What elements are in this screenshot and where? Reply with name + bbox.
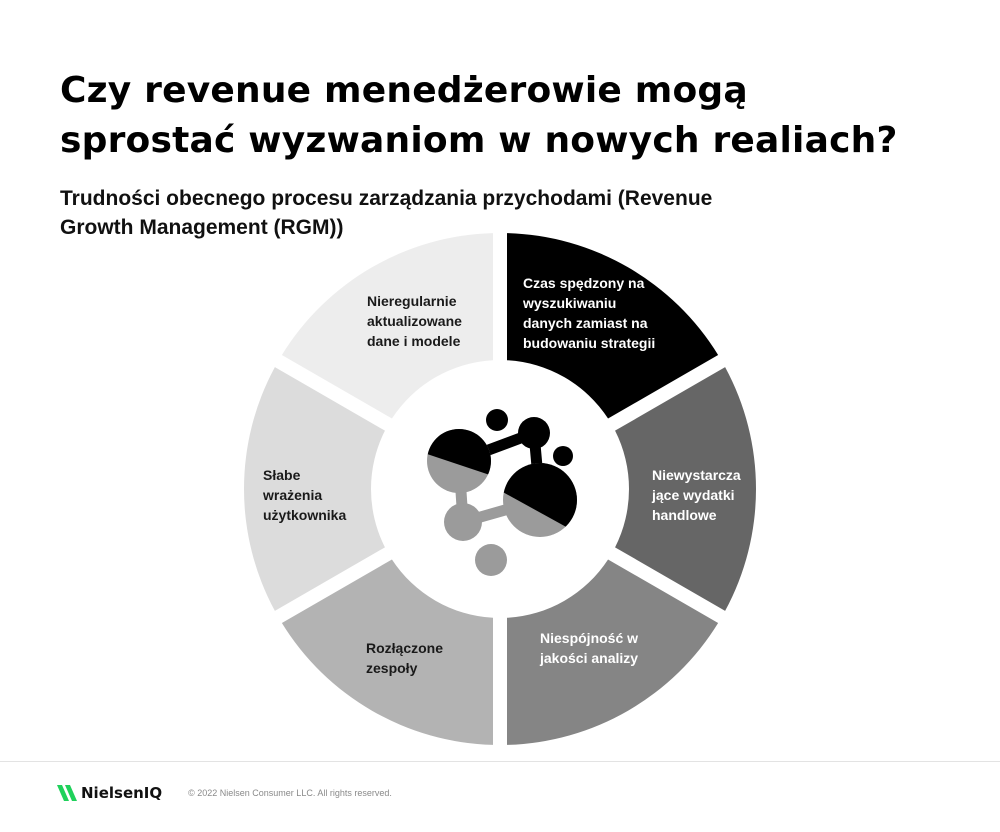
segment-label-line: Rozłączone <box>366 640 444 656</box>
segment-label-line: handlowe <box>652 507 717 523</box>
segment-label-line: budowaniu strategii <box>523 335 656 351</box>
segment-label-line: dane i modele <box>367 333 461 349</box>
wheel-center <box>373 362 627 616</box>
title-line-1: Czy revenue menedżerowie mogą <box>60 70 748 111</box>
segment-label-line: jakości analizy <box>540 650 639 666</box>
segment-label-line: Czas spędzony na <box>523 275 645 291</box>
segment-label-line: wyszukiwaniu <box>523 295 617 311</box>
footer-divider <box>0 761 1000 762</box>
segment-label-line: zespoły <box>366 660 418 676</box>
segment-label-line: aktualizowane <box>367 313 462 329</box>
segment-label-line: jące wydatki <box>652 487 735 503</box>
segment-label-6 <box>367 293 462 349</box>
nielseniq-logo-icon <box>56 782 78 804</box>
segment-label-line: użytkownika <box>263 507 347 523</box>
logo-text: NielsenIQ <box>81 784 163 802</box>
title-line-2: sprostać wyzwaniom w nowych realiach? <box>60 120 898 161</box>
subtitle-line-2: Growth Management (RGM)) <box>60 216 344 239</box>
segment-label-line: Słabe <box>263 467 301 483</box>
segment-label-line: danych zamiast na <box>523 315 648 331</box>
segment-label-line: Niewystarcza <box>652 467 741 483</box>
segment-label-line: Niespójność w <box>540 630 639 646</box>
footer <box>56 778 392 808</box>
subtitle-line-1: Trudności obecnego procesu zarządzania przychodami (Revenue <box>60 187 713 210</box>
copyright-text: © 2022 Nielsen Consumer LLC. All rights reserved. <box>188 788 392 798</box>
segment-label-line: wrażenia <box>263 487 323 503</box>
segment-label-line: Nieregularnie <box>367 293 457 309</box>
